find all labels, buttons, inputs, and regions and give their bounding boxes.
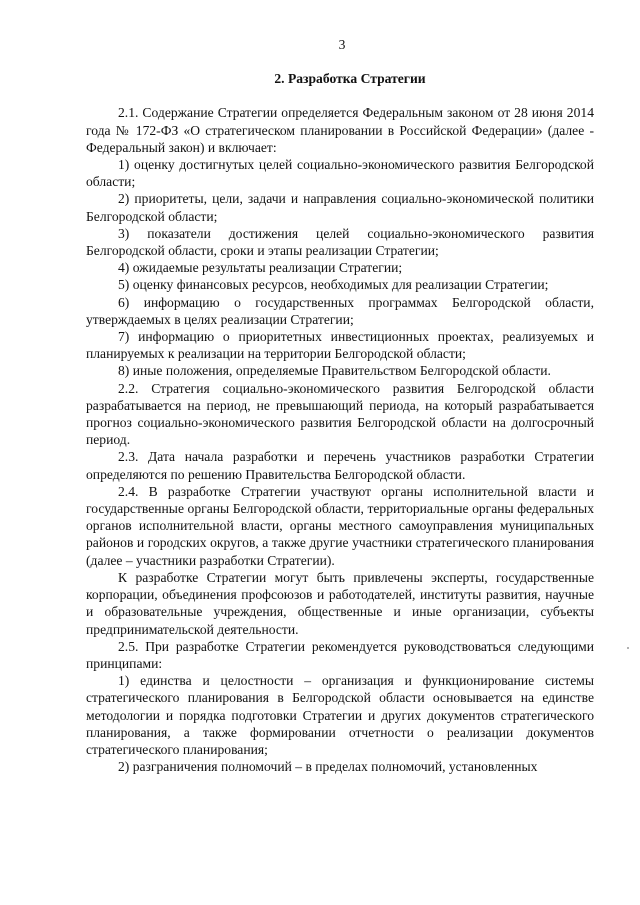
paragraph-experts: К разработке Стратегии могут быть привлечены эксперты, государственные корпорации, объединения профсоюзов и работодателей, институты развития, научные и образовательные учреждения, общественные и иные организации, субъекты предпринимательской деятельности. — [86, 569, 594, 637]
list-item-3: 3) показатели достижения целей социально-экономического развития Белгородской области, сроки и этапы реализации Стратегии; — [86, 225, 594, 259]
page-number: 3 — [338, 37, 346, 52]
list-item-4: 4) ожидаемые результаты реализации Стратегии; — [118, 260, 403, 276]
document-page — [86, 36, 594, 775]
paragraph-2-4: 2.4. В разработке Стратегии участвуют органы исполнительной власти и государственные органы Белгородской области, территориальные органы федеральных органов исполнительной власти, органы местного самоуправления муниципальных районов и городских округов, а также другие участники стратегического планирования (далее – участники разработки Стратегии). — [86, 483, 594, 568]
paragraph-2-2: 2.2. Стратегия социально-экономического развития Белгородской области разрабатывается на период, не превышающий периода, на который разрабатывается прогноз социально-экономического развития Белгородской области на долгосрочный период. — [86, 380, 594, 448]
section-title: 2. Разработка Стратегии — [274, 71, 426, 87]
principle-2: 2) разграничения полномочий – в пределах полномочий, установленных — [118, 759, 538, 775]
list-item-6: 6) информацию о государственных программах Белгородской области, утверждаемых в целях реализации Стратегии; — [86, 294, 594, 327]
list-item-8: 8) иные положения, определяемые Правительством Белгородской области. — [118, 363, 551, 379]
list-item-1: 1) оценку достигнутых целей социально-экономического развития Белгородской области; — [86, 157, 594, 190]
scan-speck — [627, 647, 629, 649]
paragraph-2-3: 2.3. Дата начала разработки и перечень участников разработки Стратегии определяются по решению Правительства Белгородской области. — [86, 449, 594, 482]
list-item-2: 2) приоритеты, цели, задачи и направления социально-экономической политики Белгородской области; — [86, 191, 594, 224]
list-item-7: 7) информацию о приоритетных инвестиционных проектах, реализуемых и планируемых к реализации на территории Белгородской области; — [86, 329, 594, 362]
principle-1: 1) единства и целостности – организация и функционирование системы стратегического планирования в Белгородской области основывается на единстве методологии и порядка подготовки Стратегии и других документов стратегического планирования, а также формировании отчетности о реализации документов стратегического планирования; — [86, 673, 594, 757]
list-item-5: 5) оценку финансовых ресурсов, необходимых для реализации Стратегии; — [118, 277, 549, 293]
paragraph-2-1: 2.1. Содержание Стратегии определяется Федеральным законом от 28 июня 2014 года № 172-ФЗ «О стратегическом планировании в Российской Федерации» (далее - Федеральный закон) и включает: — [86, 105, 594, 155]
paragraph-2-5: 2.5. При разработке Стратегии рекомендуется руководствоваться следующими принципами: — [86, 638, 594, 671]
